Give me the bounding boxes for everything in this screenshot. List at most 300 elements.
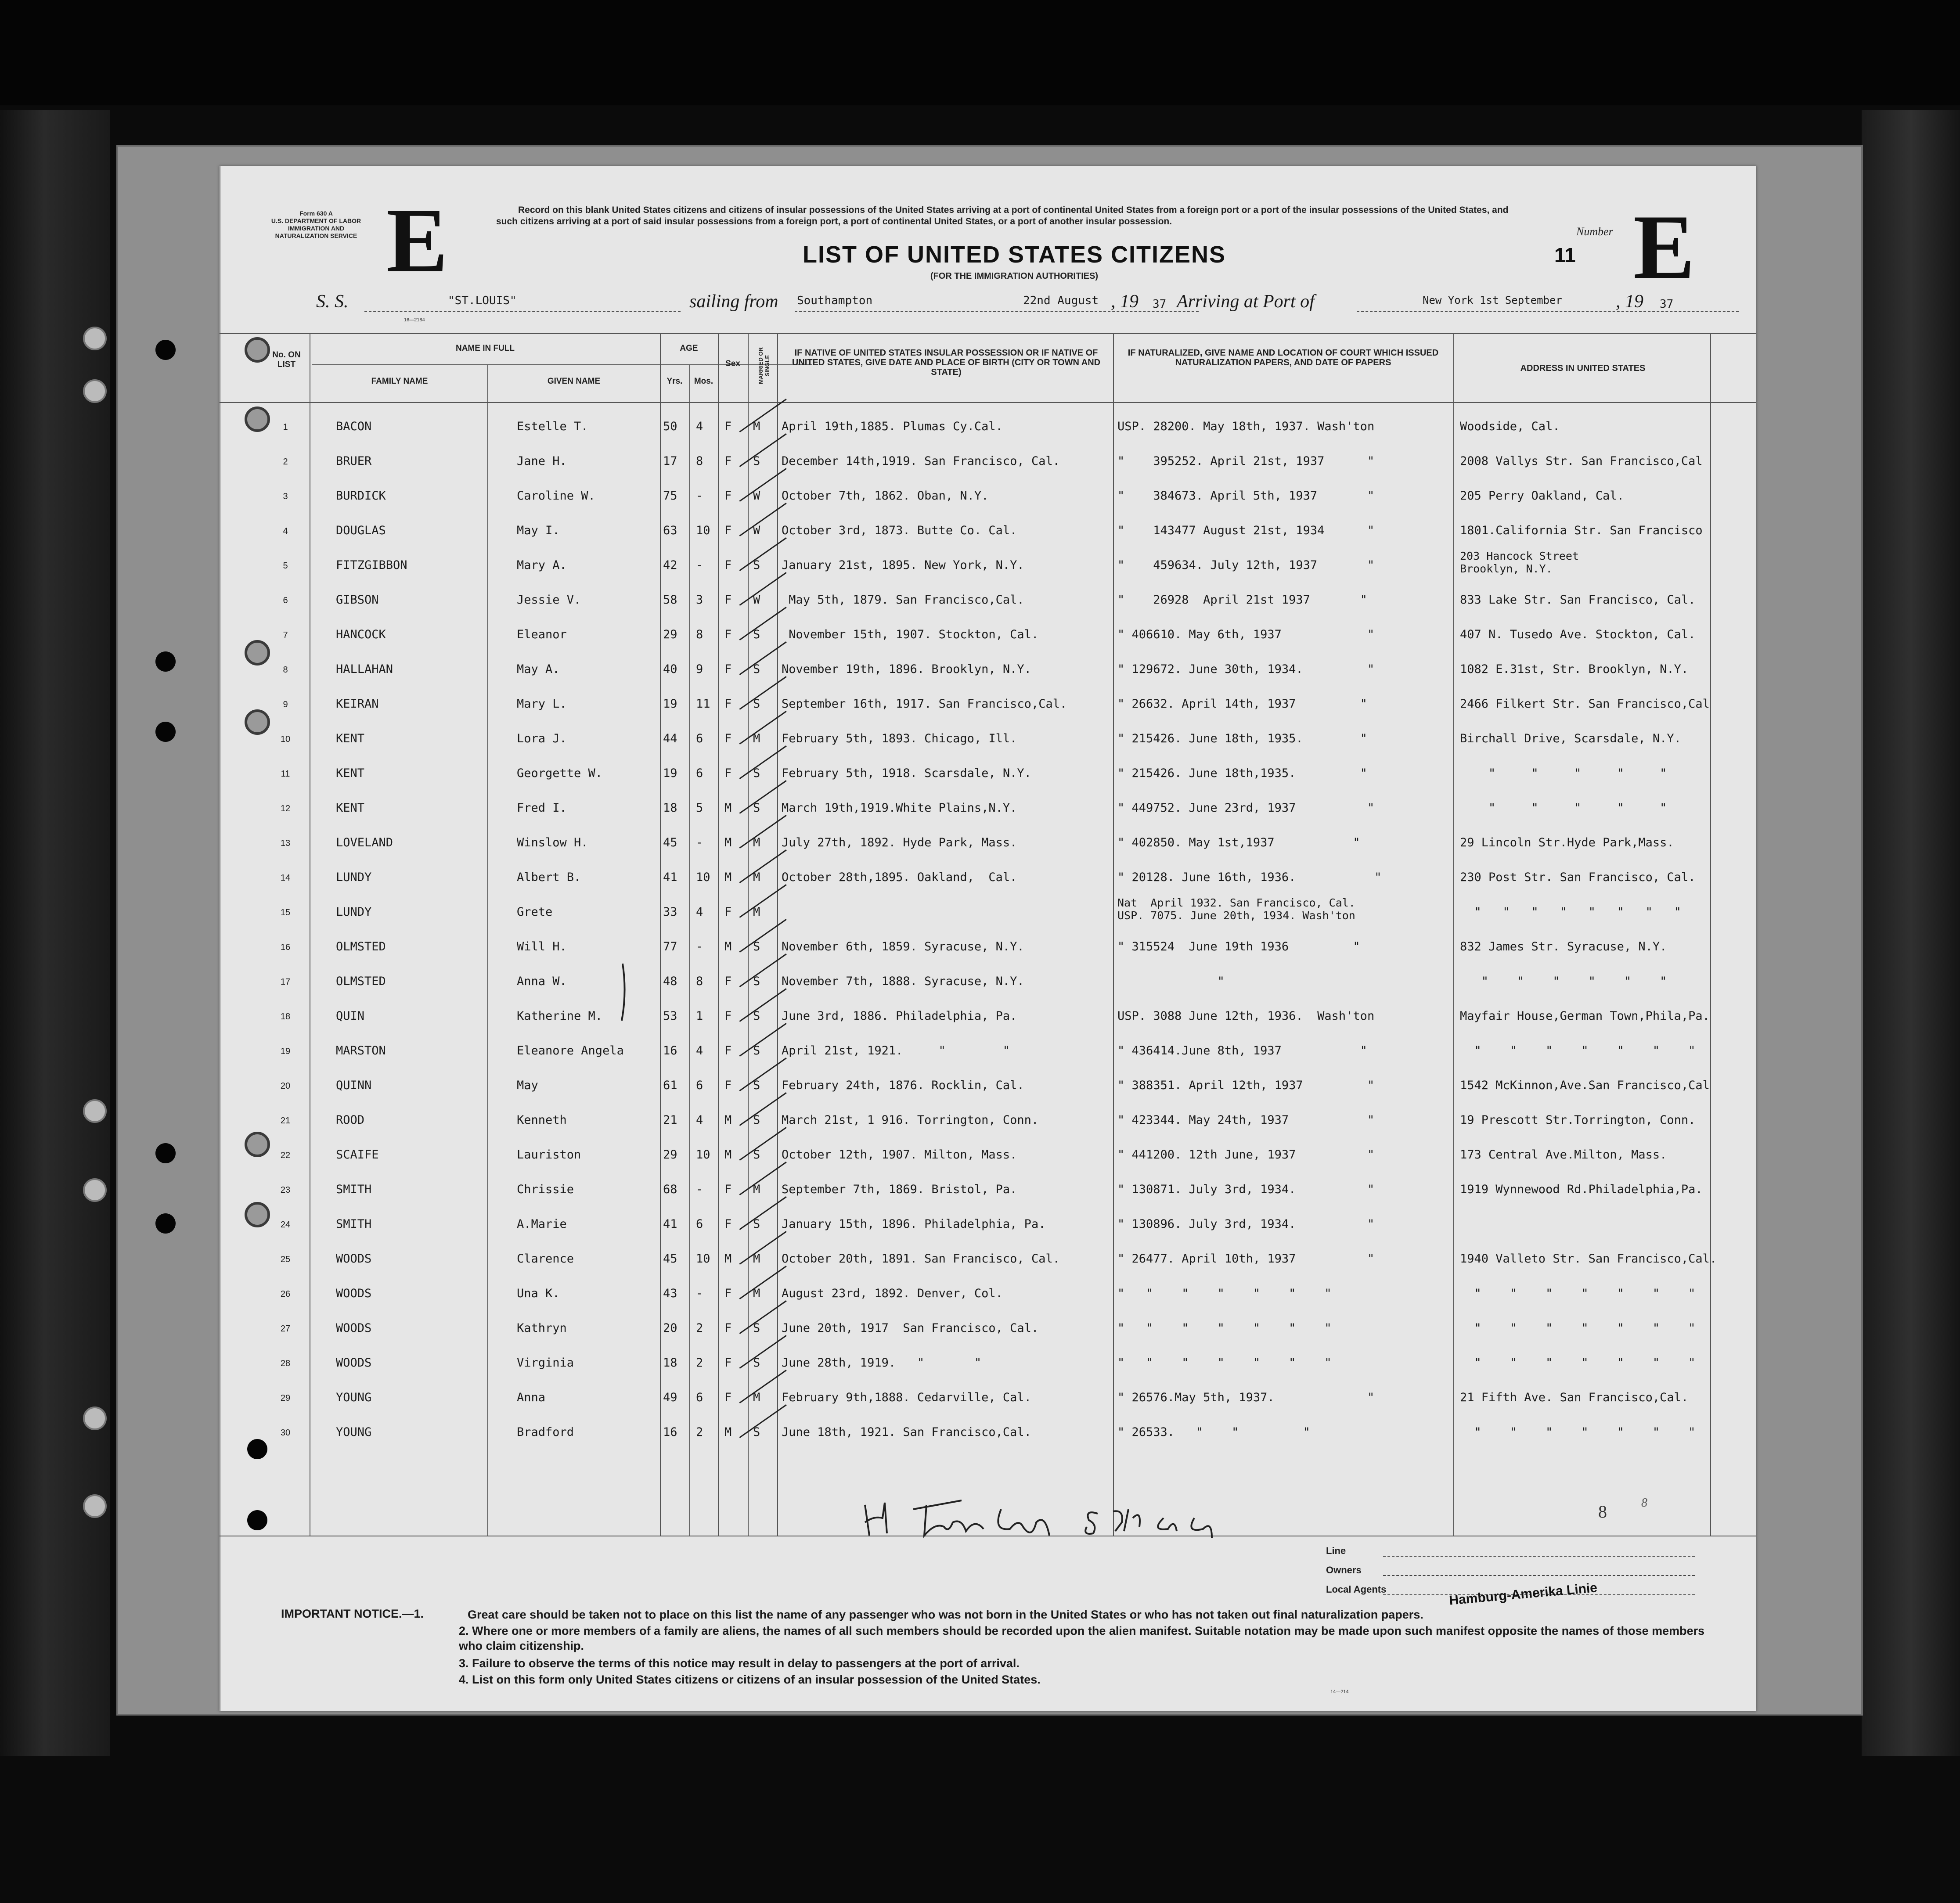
cell-sex: F [724,420,732,433]
cell-naturalized: " 215426. June 18th,1935. " [1117,766,1367,780]
cell-address: " " " " " [1460,801,1667,815]
cell-mos: - [696,1183,703,1196]
arrival-line [1357,311,1739,312]
cell-family: DOUGLAS [336,524,386,537]
table-row [220,789,1756,824]
cell-family: GIBSON [336,593,379,607]
cell-given: Grete [517,905,553,919]
cell-yrs: 33 [663,905,677,919]
cell-address: 407 N. Tusedo Ave. Stockton, Cal. [1460,628,1696,641]
cell-sex: F [724,489,732,503]
cell-yrs: 61 [663,1079,677,1092]
cell-sex: F [724,766,732,780]
cell-sex: M [724,1148,732,1162]
cell-given: Caroline W. [517,489,595,503]
cell-mos: 4 [696,1044,703,1058]
header-family-name: FAMILY NAME [371,377,428,386]
cell-naturalized: " 441200. 12th June, 1937 " [1117,1148,1375,1162]
table-row [220,546,1756,581]
cell-no: 27 [280,1324,291,1334]
cell-birth: April 19th,1885. Plumas Cy.Cal. [782,420,1003,433]
cell-no: 28 [280,1359,291,1368]
table-row [220,1309,1756,1344]
cell-sex: F [724,454,732,468]
cell-naturalized: " 215426. June 18th, 1935. " [1117,732,1367,745]
cell-no: 12 [280,804,291,813]
cell-no: 5 [283,561,288,571]
cell-yrs: 19 [663,766,677,780]
cell-birth: April 21st, 1921. " " [782,1044,1010,1058]
header-birth: IF NATIVE OF UNITED STATES INSULAR POSSESSION OR IF NATIVE OF UNITED STATES, GIVE DATE AND PLACE OF BIRTH (CITY OR TOWN AND STATE) [792,348,1101,377]
line-field [1326,1543,1695,1560]
cell-naturalized: " 436414.June 8th, 1937 " [1117,1044,1367,1058]
cell-sex: F [724,975,732,988]
cell-naturalized: " 395252. April 21st, 1937 " [1117,454,1375,468]
cell-ms: W [753,593,760,607]
cell-sex: F [724,524,732,537]
cell-naturalized: USP. 3088 June 12th, 1936. Wash'ton [1117,1009,1375,1023]
notice-item-2: 2. Where one or more members of a family are aliens, the names of all such members should be recorded upon the alien manifest. Suitable notation may be made upon such manifest opposite the names of those members who claim citizenship. [459,1624,1705,1652]
cell-family: LUNDY [336,905,372,919]
cell-mos: 8 [696,628,703,641]
cell-family: HANCOCK [336,628,386,641]
cell-mos: 5 [696,801,703,815]
cell-mos: 8 [696,975,703,988]
cell-no: 25 [280,1255,291,1264]
cell-birth: November 7th, 1888. Syracuse, N.Y. [782,975,1024,988]
bracket-mark [614,961,631,1023]
cell-address: " " " " " " " [1460,1044,1696,1058]
table-row [220,1066,1756,1101]
cell-no: 24 [280,1220,291,1230]
service-name-line-1: IMMIGRATION AND [288,225,345,232]
cell-family: SMITH [336,1217,372,1231]
cell-sex: F [724,732,732,745]
table-row [220,1378,1756,1413]
cell-sex: F [724,1321,732,1335]
cell-naturalized: USP. 28200. May 18th, 1937. Wash'ton [1117,420,1375,433]
cell-yrs: 17 [663,454,677,468]
cell-given: Albert B. [517,871,581,884]
page-title: LIST OF UNITED STATES CITIZENS [803,241,1226,268]
cell-no: 15 [280,908,291,917]
header-years: Yrs. [667,377,683,386]
arrival-year: 37 [1660,298,1674,311]
notice-item-3: 3. Failure to observe the terms of this notice may result in delay to passengers at the port of arrival. [459,1657,1020,1670]
cell-mos: 6 [696,1217,703,1231]
cell-sex: F [724,1183,732,1196]
cell-address: 833 Lake Str. San Francisco, Cal. [1460,593,1696,607]
cell-mos: 3 [696,593,703,607]
cell-mos: 2 [696,1425,703,1439]
cell-sex: M [724,801,732,815]
cell-birth: May 5th, 1879. San Francisco,Cal. [782,593,1024,607]
cell-ms: S [753,1113,760,1127]
cell-birth: October 12th, 1907. Milton, Mass. [782,1148,1017,1162]
cell-yrs: 29 [663,1148,677,1162]
cell-no: 17 [280,977,291,987]
table-row [220,997,1756,1032]
cell-address: 21 Fifth Ave. San Francisco,Cal. [1460,1391,1689,1404]
cell-family: YOUNG [336,1425,372,1439]
cell-no: 29 [280,1393,291,1403]
cell-birth: June 18th, 1921. San Francisco,Cal. [782,1425,1031,1439]
cell-yrs: 41 [663,1217,677,1231]
cell-family: KEIRAN [336,697,379,711]
manifest-sheet [220,166,1756,1711]
cell-mos: 11 [696,697,710,711]
cell-given: Katherine M. [517,1009,603,1023]
table-row [220,442,1756,477]
cell-birth: August 23rd, 1892. Denver, Col. [782,1287,1003,1300]
cell-birth: June 3rd, 1886. Philadelphia, Pa. [782,1009,1017,1023]
cell-given: Jane H. [517,454,567,468]
cell-ms: M [753,732,760,745]
cell-birth: October 7th, 1862. Oban, N.Y. [782,489,989,503]
cell-birth: October 28th,1895. Oakland, Cal. [782,871,1017,884]
cell-yrs: 68 [663,1183,677,1196]
cell-birth: January 15th, 1896. Philadelphia, Pa. [782,1217,1046,1231]
cell-birth: September 7th, 1869. Bristol, Pa. [782,1183,1017,1196]
punch-hole [155,1213,176,1234]
header-name-in-full: NAME IN FULL [455,344,515,353]
cell-mos: 4 [696,420,703,433]
cell-naturalized: " 26477. April 10th, 1937 " [1117,1252,1375,1266]
header-no: No. ON LIST [272,350,301,369]
cell-ms: M [753,1252,760,1266]
cell-yrs: 20 [663,1321,677,1335]
cell-yrs: 42 [663,558,677,572]
cell-address: " " " " " " [1460,975,1667,988]
notice-item-4: 4. List on this form only United States citizens or citizens of an insular possession of the United States. [459,1673,1041,1686]
cell-mos: 4 [696,1113,703,1127]
cell-no: 22 [280,1151,291,1160]
print-code-bottom: 14—214 [1330,1689,1349,1694]
cell-mos: 6 [696,1079,703,1092]
table-row [220,615,1756,650]
table-top-rule [220,333,1756,334]
cell-mos: 10 [696,871,710,884]
table-row [220,1136,1756,1170]
cell-family: WOODS [336,1287,372,1300]
cell-address: 1919 Wynnewood Rd.Philadelphia,Pa. [1460,1183,1703,1196]
cell-no: 1 [283,422,288,432]
cell-address: " " " " " " " " [1460,905,1681,919]
cell-family: YOUNG [336,1391,372,1404]
ss-label: S. S. [316,291,349,312]
table-row [220,893,1756,928]
cell-no: 4 [283,526,288,536]
cell-naturalized: " 402850. May 1st,1937 " [1117,836,1360,849]
cell-mos: 1 [696,1009,703,1023]
cell-ms: W [753,489,760,503]
cell-ms: M [753,836,760,849]
cell-birth: December 14th,1919. San Francisco, Cal. [782,454,1060,468]
departure-date: 22nd August [1023,294,1099,307]
cell-naturalized: " 26533. " " " [1117,1425,1310,1439]
table-row [220,1344,1756,1378]
cell-mos: - [696,489,703,503]
cell-yrs: 77 [663,940,677,953]
cell-ms: M [753,1183,760,1196]
cell-birth: January 21st, 1895. New York, N.Y. [782,558,1024,572]
cell-family: MARSTON [336,1044,386,1058]
cell-sex: F [724,1217,732,1231]
table-row [220,719,1756,754]
cell-given: Eleanor [517,628,567,641]
year-prefix-departure: , 19 [1111,291,1139,312]
cell-birth: June 28th, 1919. " " [782,1356,982,1370]
header-married-or-single: MARRIED OR SINGLE [757,347,771,384]
cell-ms: M [753,1287,760,1300]
cell-yrs: 45 [663,836,677,849]
cell-address: 1801.California Str. San Francisco [1460,524,1703,537]
cell-family: OLMSTED [336,940,386,953]
form-instructions: Record on this blank United States citizens and citizens of insular possessions of the United States arriving at a port of continental United States from a foreign port or a port of the insular possessions of the United States, and such citizens arriving at a port of said insular possessions from a foreign port, a port of continental United States, or a port of another insular possession. [496,205,1509,227]
owners-label: Owners [1326,1565,1362,1576]
cell-ms: S [753,1009,760,1023]
cell-family: WOODS [336,1252,372,1266]
cell-yrs: 18 [663,1356,677,1370]
port-of-departure: Southampton [797,294,873,307]
cell-given: Will H. [517,940,567,953]
departure-year: 37 [1153,298,1167,311]
cell-naturalized: " 130896. July 3rd, 1934. " [1117,1217,1375,1231]
cell-sex: M [724,836,732,849]
cell-mos: 8 [696,454,703,468]
cell-family: WOODS [336,1321,372,1335]
cell-birth: February 24th, 1876. Rocklin, Cal. [782,1079,1024,1092]
cell-sex: F [724,1079,732,1092]
cell-given: May [517,1079,538,1092]
cell-ms: S [753,975,760,988]
table-row [220,928,1756,962]
port-of-arrival: New York 1st September [1423,294,1562,306]
cell-ms: S [753,1079,760,1092]
binder-ring [83,1494,107,1518]
table-row [220,477,1756,511]
cell-sex: F [724,628,732,641]
cell-address: Woodside, Cal. [1460,420,1560,433]
cell-naturalized: " 459634. July 12th, 1937 " [1117,558,1375,572]
cell-family: BRUER [336,454,372,468]
cell-yrs: 18 [663,801,677,815]
number-label: Number [1576,225,1613,238]
binder-ring [83,1178,107,1202]
table-row [220,962,1756,997]
header-bottom-rule [220,402,1756,403]
owners-field [1326,1563,1695,1579]
cell-given: Estelle T. [517,420,588,433]
table-row [220,407,1756,442]
table-row [220,581,1756,615]
cell-address: 2466 Filkert Str. San Francisco,Cal [1460,697,1710,711]
cell-sex: F [724,558,732,572]
cell-address: " " " " " " " [1460,1287,1696,1300]
cell-ms: S [753,1356,760,1370]
passenger-table [220,333,1756,1536]
form-number: Form 630 A [299,210,333,217]
page-subtitle: (FOR THE IMMIGRATION AUTHORITIES) [930,271,1099,281]
cell-mos: 9 [696,662,703,676]
cell-birth: November 15th, 1907. Stockton, Cal. [782,628,1039,641]
cell-yrs: 53 [663,1009,677,1023]
cell-sex: F [724,905,732,919]
cell-ms: S [753,801,760,815]
cell-mos: 6 [696,766,703,780]
ship-name: "ST.LOUIS" [448,294,517,307]
cell-sex: F [724,1287,732,1300]
form-letter-right: E [1633,196,1695,298]
cell-yrs: 43 [663,1287,677,1300]
cell-no: 9 [283,700,288,709]
table-row [220,824,1756,858]
cell-no: 23 [280,1185,291,1195]
cell-sex: F [724,1356,732,1370]
table-row [220,858,1756,893]
cell-naturalized: " 20128. June 16th, 1936. " [1117,871,1382,884]
cell-family: KENT [336,766,365,780]
table-row [220,1101,1756,1136]
cell-address: " " " " " " " [1460,1321,1696,1335]
cell-ms: M [753,1391,760,1404]
cell-ms: W [753,524,760,537]
year-prefix-arrival: , 19 [1616,291,1643,312]
cell-given: Fred I. [517,801,567,815]
table-row [220,754,1756,789]
form-identifier [268,210,364,240]
cell-naturalized: " 26576.May 5th, 1937. " [1117,1391,1375,1404]
cell-given: Mary L. [517,697,567,711]
cell-given: Una K. [517,1287,560,1300]
cell-given: Lora J. [517,732,567,745]
binder-ring [83,327,107,350]
cell-mos: 10 [696,524,710,537]
arriving-label: Arriving at Port of [1177,291,1315,312]
cell-naturalized: " 130871. July 3rd, 1934. " [1117,1183,1375,1196]
cell-address: 1082 E.31st, Str. Brooklyn, N.Y. [1460,662,1689,676]
service-name-line-2: NATURALIZATION SERVICE [275,232,357,239]
cell-address: Birchall Drive, Scarsdale, N.Y. [1460,732,1681,745]
table-row [220,1032,1756,1066]
cell-ms: M [753,905,760,919]
cell-given: May I. [517,524,560,537]
cell-address: 173 Central Ave.Milton, Mass. [1460,1148,1667,1162]
cell-sex: F [724,1009,732,1023]
cell-yrs: 16 [663,1044,677,1058]
cell-mos: - [696,558,703,572]
form-letter-left: E [386,190,448,291]
cell-address: " " " " " [1460,766,1667,780]
cell-yrs: 58 [663,593,677,607]
header-age: AGE [680,344,698,353]
cell-ms: S [753,766,760,780]
cell-family: LOVELAND [336,836,393,849]
punch-hole [155,340,176,360]
cell-sex: M [724,1252,732,1266]
table-row [220,1240,1756,1274]
cell-given: Georgette W. [517,766,603,780]
cell-birth: February 5th, 1918. Scarsdale, N.Y. [782,766,1031,780]
cell-address: 205 Perry Oakland, Cal. [1460,489,1624,503]
cell-sex: F [724,1391,732,1404]
cell-given: Clarence [517,1252,574,1266]
cell-naturalized: " 26632. April 14th, 1937 " [1117,697,1367,711]
cell-address: " " " " " " " [1460,1356,1696,1370]
cell-no: 2 [283,457,288,467]
cell-yrs: 44 [663,732,677,745]
cell-sex: M [724,1425,732,1439]
cell-family: KENT [336,801,365,815]
cell-address: 1542 McKinnon,Ave.San Francisco,Cal [1460,1079,1710,1092]
header-address: ADDRESS IN UNITED STATES [1520,363,1646,373]
cell-ms: M [753,420,760,433]
department-name: U.S. DEPARTMENT OF LABOR [271,217,361,224]
film-border-top [0,0,1960,105]
cell-ms: S [753,454,760,468]
cell-no: 3 [283,492,288,501]
cell-yrs: 29 [663,628,677,641]
cell-sex: F [724,1044,732,1058]
table-row [220,1413,1756,1448]
cell-family: OLMSTED [336,975,386,988]
table-row [220,650,1756,685]
cell-family: QUINN [336,1079,372,1092]
cell-family: KENT [336,732,365,745]
cell-no: 21 [280,1116,291,1126]
cell-address: 2008 Vallys Str. San Francisco,Cal [1460,454,1703,468]
cell-family: LUNDY [336,871,372,884]
cell-mos: 4 [696,905,703,919]
cell-family: ROOD [336,1113,365,1127]
cell-yrs: 41 [663,871,677,884]
cell-birth: November 6th, 1859. Syracuse, N.Y. [782,940,1024,953]
cell-address: Mayfair House,German Town,Phila,Pa. [1460,1009,1710,1023]
cell-family: SCAIFE [336,1148,379,1162]
cell-naturalized: " 129672. June 30th, 1934. " [1117,662,1375,676]
cell-yrs: 50 [663,420,677,433]
cell-yrs: 48 [663,975,677,988]
cell-given: A.Marie [517,1217,567,1231]
cell-no: 13 [280,838,291,848]
cell-birth: November 19th, 1896. Brooklyn, N.Y. [782,662,1031,676]
cell-naturalized: " " " " " " " [1117,1287,1332,1300]
cell-address: 29 Lincoln Str.Hyde Park,Mass. [1460,836,1674,849]
cell-mos: - [696,836,703,849]
table-row [220,1205,1756,1240]
cell-family: WOODS [336,1356,372,1370]
cell-family: FITZGIBBON [336,558,407,572]
cell-sex: M [724,1113,732,1127]
cell-yrs: 21 [663,1113,677,1127]
cell-naturalized: " 449752. June 23rd, 1937 " [1117,801,1375,815]
cell-yrs: 16 [663,1425,677,1439]
punch-hole [155,1143,176,1163]
cell-address: 19 Prescott Str.Torrington, Conn. [1460,1113,1696,1127]
cell-naturalized: Nat April 1932. San Francisco, Cal. USP. 7075. June 20th, 1934. Wash'ton [1117,896,1355,922]
sailing-from-label: sailing from [689,291,778,312]
cell-naturalized: " 406610. May 6th, 1937 " [1117,628,1375,641]
cell-ms: M [753,871,760,884]
cell-mos: - [696,940,703,953]
ship-line [364,311,681,312]
cell-address: 230 Post Str. San Francisco, Cal. [1460,871,1696,884]
cell-given: Jessie V. [517,593,581,607]
page-count-mark: 8 [1598,1502,1607,1522]
line-label: Line [1326,1545,1346,1556]
cell-mos: 6 [696,1391,703,1404]
table-row [220,1170,1756,1205]
